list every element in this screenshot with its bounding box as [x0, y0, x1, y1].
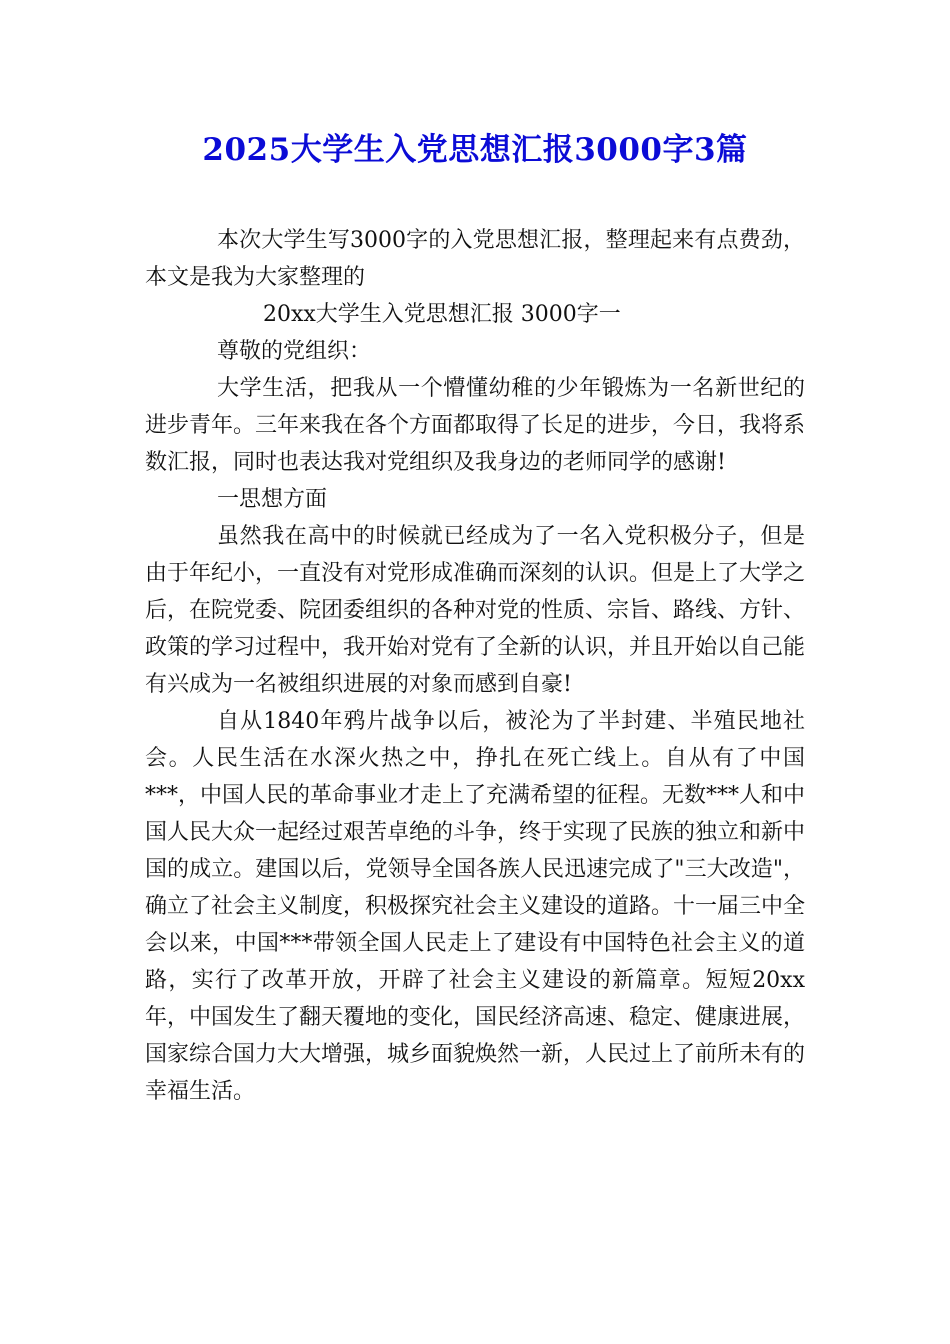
document-body	[145, 222, 805, 1110]
body-paragraph: 虽然我在高中的时候就已经成为了一名入党积极分子，但是由于年纪小，一直没有对党形成准确而深刻的认识。但是上了大学之后，在院党委、院团委组织的各种对党的性质、宗旨、路线、方针、政策的学习过程中，我开始对党有了全新的认识，并且开始以自己能有兴成为一名被组织进展的对象而感到自豪!	[145, 524, 806, 697]
section-heading: 20xx大学生入党思想汇报 3000字一	[263, 302, 621, 327]
subsection-heading: 一思想方面	[217, 487, 328, 512]
body-paragraph: 自从1840年鸦片战争以后，被沦为了半封建、半殖民地社会。人民生活在水深火热之中，挣扎在死亡线上。自从有了中国***，中国人民的革命事业才走上了充满希望的征程。无数***人和中国人民大众一起经过艰苦卓绝的斗争，终于实现了民族的独立和新中国的成立。建国以后，党领导全国各族人民迅速完成了"三大改造"，确立了社会主义制度，积极探究社会主义建设的道路。十一届三中全会以来，中国***带领全国人民走上了建设有中国特色社会主义的道路，实行了改革开放，开辟了社会主义建设的新篇章。短短20xx年，中国发生了翻天覆地的变化，国民经济高速、稳定、健康进展，国家综合国力大大增强，城乡面貌焕然一新，人民过上了前所未有的幸福生活。	[145, 709, 806, 1104]
body-paragraph: 大学生活，把我从一个懵懂幼稚的少年锻炼为一名新世纪的进步青年。三年来我在各个方面都取得了长足的进步，今日，我将系数汇报，同时也表达我对党组织及我身边的老师同学的感谢!	[145, 376, 806, 475]
salutation: 尊敬的党组织：	[217, 339, 372, 364]
intro-paragraph: 本次大学生写3000字的入党思想汇报，整理起来有点费劲，本文是我为大家整理的	[145, 228, 805, 290]
document-title: 2025大学生入党思想汇报3000字3篇	[202, 132, 748, 168]
